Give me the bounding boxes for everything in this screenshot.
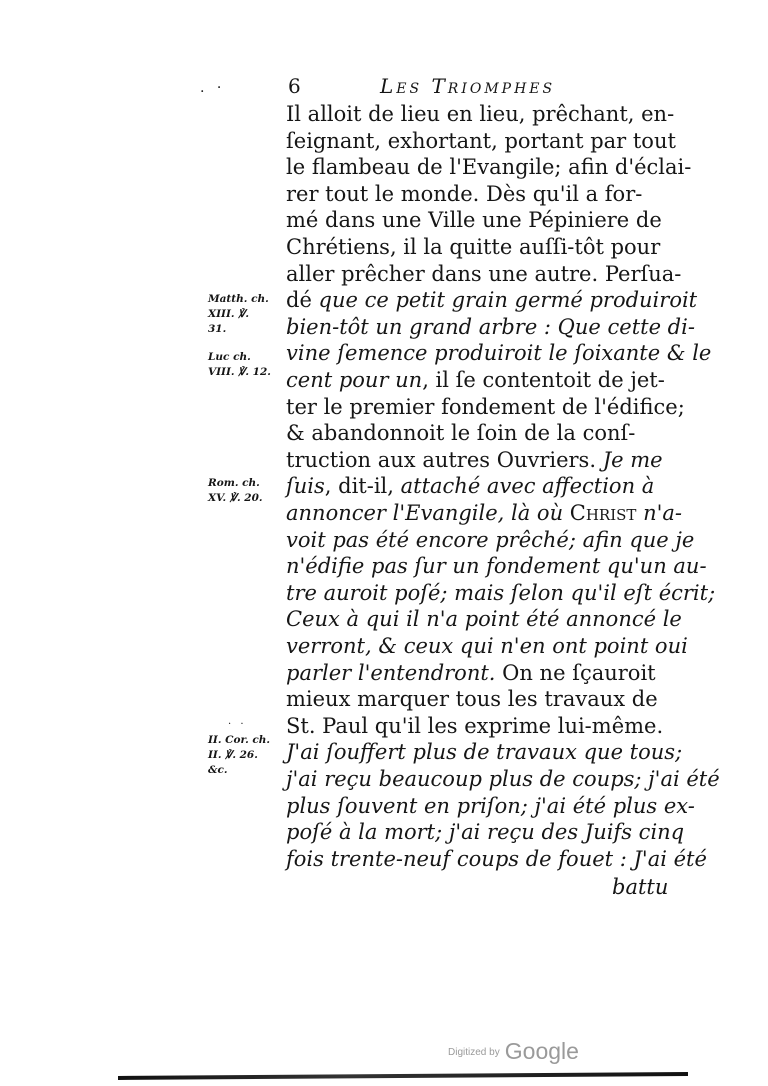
text-line — [286, 846, 707, 873]
text-line — [286, 207, 686, 234]
header-marks: . · — [200, 80, 226, 96]
text-segment: Il alloit de lieu en lieu, prêchant, en- — [286, 102, 675, 126]
margin-note-line: II. ℣. 26. — [208, 749, 258, 761]
text-line — [286, 367, 686, 394]
text-line — [286, 819, 686, 846]
text-line — [286, 580, 716, 607]
text-segment: St. Paul qu'il les exprime lui-même. — [286, 713, 664, 738]
text-line — [286, 234, 686, 261]
text-segment: parler l'entendront. — [286, 660, 496, 685]
text-segment: Ceux à qui il n'a point été annoncé le — [286, 607, 682, 632]
text-segment: J'ai ſouffert plus de travaux que tous; — [286, 740, 683, 765]
text-segment: j'ai reçu beaucoup plus de coups; j'ai été — [286, 767, 720, 791]
text-line — [286, 739, 686, 766]
text-line — [286, 793, 695, 820]
margin-dots: . . — [228, 716, 247, 727]
text-segment: , il ſe contentoit de jet- — [422, 368, 665, 392]
text-segment: & abandonnoit le ſoin de la conſ- — [286, 421, 636, 446]
text-segment: vine ſemence produiroit le ſoixante & le — [286, 341, 712, 366]
text-segment: truction aux autres Ouvriers. — [286, 447, 603, 472]
page-number: 6 — [288, 74, 302, 98]
text-line — [286, 473, 686, 500]
text-segment: rer tout le monde. Dès qu'il a for- — [286, 181, 643, 206]
text-segment: ſuis — [286, 474, 325, 499]
margin-note-line: XIII. ℣. — [208, 308, 250, 320]
page-edge-rule — [118, 1072, 688, 1080]
text-segment: cent pour un — [286, 368, 423, 392]
text-line — [286, 287, 698, 314]
text-segment: le flambeau de l'Evangile; afin d'éclai- — [286, 155, 692, 180]
text-segment: fois trente-neuf coups de fouet : J'ai été — [286, 846, 707, 871]
text-line — [286, 181, 686, 208]
text-segment: voit pas été encore prêché; afin que je — [286, 527, 695, 552]
margin-note-line: Matth. ch. — [208, 293, 269, 305]
text-line — [286, 553, 707, 580]
text-line — [286, 713, 686, 740]
text-segment: poſé à la mort; j'ai reçu des Juifs cinq — [286, 820, 685, 845]
text-line — [286, 154, 692, 181]
text-line — [286, 527, 695, 554]
text-line — [286, 606, 686, 633]
catchword: battu — [612, 875, 669, 899]
margin-note-line: 31. — [208, 323, 227, 335]
text-line — [286, 660, 686, 687]
text-line — [286, 340, 712, 367]
text-segment: Je me — [602, 447, 663, 472]
margin-note-line: Luc ch. — [208, 351, 251, 363]
text-segment: ter le premier fondement de l'édifice; — [286, 394, 685, 419]
text-segment: n'édifie pas ſur un fondement qu'un au- — [286, 554, 707, 579]
text-line — [286, 633, 686, 660]
text-segment: , dit-il, — [324, 474, 401, 499]
text-line — [286, 447, 686, 474]
digitization-watermark — [448, 1038, 579, 1068]
text-segment: mé dans une Ville une Pépiniere de — [286, 208, 662, 233]
text-segment: attaché avec affection à — [400, 474, 655, 499]
margin-note-line: &c. — [208, 764, 228, 776]
text-segment: plus ſouvent en priſon; j'ai été plus ex- — [286, 793, 695, 818]
text-segment: que ce petit grain germé produiroit — [318, 288, 698, 313]
watermark-prefix: Digitized by — [448, 1047, 500, 1058]
text-segment: On ne ſçauroit — [495, 660, 656, 685]
text-line — [286, 394, 686, 421]
margin-note-line: II. Cor. ch. — [208, 734, 271, 746]
text-segment: bien-tôt un grand arbre : Que cette di- — [286, 314, 695, 339]
text-line — [286, 500, 686, 527]
text-segment: aller prêcher dans une autre. Perſua- — [286, 261, 682, 286]
text-line — [286, 101, 686, 128]
text-segment: Christ — [569, 501, 637, 525]
text-segment: mieux marquer tous les travaux de — [286, 687, 658, 712]
text-segment: n'a- — [636, 501, 683, 525]
margin-note-line: VIII. ℣. 12. — [208, 366, 271, 378]
margin-note — [208, 292, 286, 337]
text-line — [286, 686, 686, 713]
margin-note — [208, 476, 286, 506]
text-segment: Chrétiens, il la quitte auſſi-tôt pour — [286, 235, 661, 259]
text-segment: ſeignant, exhortant, portant par tout — [286, 128, 676, 153]
text-line — [286, 766, 720, 793]
text-line — [286, 420, 686, 447]
text-segment: dé — [286, 288, 319, 313]
text-line — [286, 314, 695, 341]
text-segment: verront, & ceux qui n'en ont point oui — [286, 634, 688, 658]
text-segment: annoncer l'Evangile, là où — [286, 501, 570, 525]
running-header — [286, 74, 686, 100]
margin-note-line: Rom. ch. — [208, 477, 260, 489]
margin-note — [208, 733, 286, 778]
margin-note — [208, 350, 286, 380]
text-line — [286, 128, 686, 155]
running-title: Les Triomphes — [380, 74, 556, 98]
margin-note-line: XV. ℣. 20. — [208, 492, 263, 504]
text-segment: tre auroit poſé; mais ſelon qu'il eſt écrit; — [286, 580, 716, 605]
watermark-brand: Google — [504, 1038, 579, 1064]
text-line — [286, 261, 686, 288]
